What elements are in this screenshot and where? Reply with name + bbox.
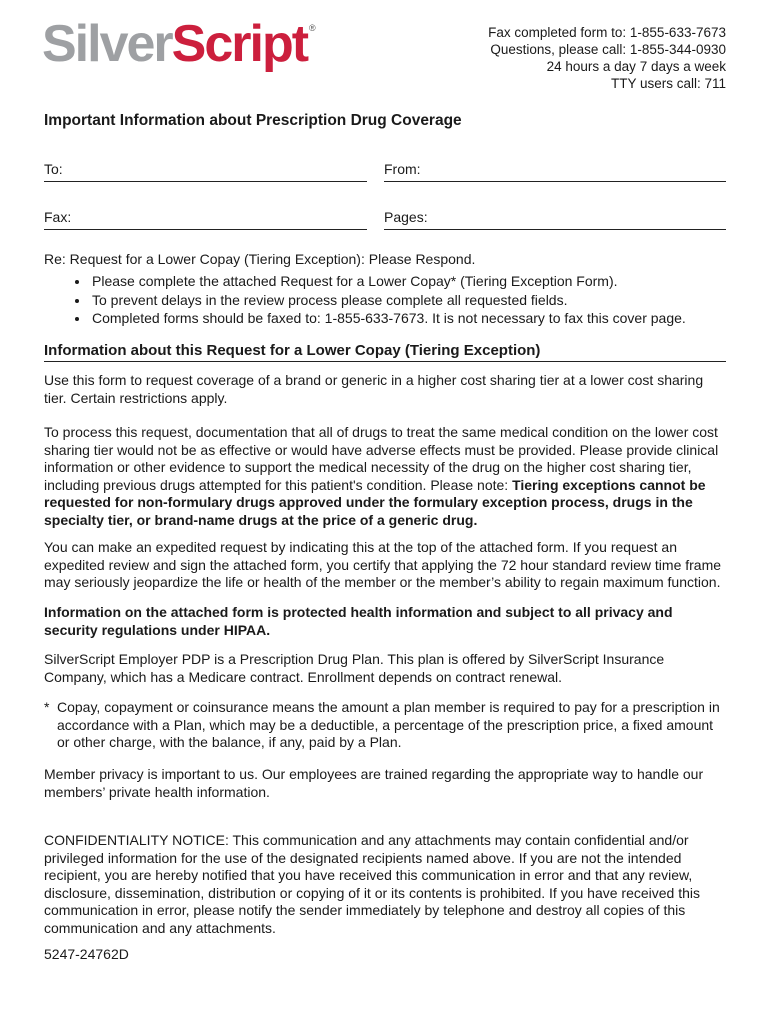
paragraph-usage: Use this form to request coverage of a brand or generic in a higher cost sharing tier at a lower cost sharing tier. Certain restrictions apply. — [44, 372, 704, 406]
pages-label: Pages: — [384, 209, 428, 225]
fax-label: Fax: — [44, 209, 72, 225]
copay-footnote — [44, 699, 728, 752]
to-label: To: — [44, 161, 63, 177]
page-title: Important Information about Prescription Drug Coverage — [44, 112, 462, 129]
paragraph-process — [44, 424, 728, 529]
from-field[interactable] — [384, 161, 726, 182]
logo-silver-text: Silver — [42, 15, 172, 73]
paragraph-expedited: You can make an expedited request by indicating this at the top of the attached form. If you request an expedited review and sign the attached form, you certify that applying the 72 hour standard review time frame may seriously jeopardize the life or health of the member or the member’s ability to regain maximum function. — [44, 539, 722, 590]
section-heading: Information about this Request for a Lower Copay (Tiering Exception) — [44, 342, 726, 362]
contact-fax: Fax completed form to: 1-855-633-7673 — [488, 25, 726, 40]
contact-phone: Questions, please call: 1-855-344-0930 — [490, 42, 726, 57]
process-bold-text: Tiering exceptions cannot be requested for non-formulary drugs approved under the formulary exception process, drugs in the specialty tier, or brand-name drugs at the price of a generic drug. — [44, 476, 706, 528]
list-item: • Completed forms should be faxed to: 1-855-633-7673. It is not necessary to fax this cover page. — [90, 309, 750, 328]
list-item: • To prevent delays in the review process please complete all requested fields. — [90, 291, 750, 310]
instructions-list — [44, 272, 750, 328]
pages-field[interactable] — [384, 209, 726, 230]
paragraph-privacy: Member privacy is important to us. Our employees are trained regarding the appropriate way to handle our members’ private health information. — [44, 766, 704, 800]
form-code: 5247-24762D — [44, 946, 129, 962]
contact-tty: TTY users call: 711 — [610, 76, 726, 91]
footnote-text: Copay, copayment or coinsurance means the amount a plan member is required to pay for a prescription in accordance with a Plan, which may be a deductible, a percentage of the prescription price, a fixed amount or other charge, with the balance, if any, paid by a Plan. — [57, 699, 720, 750]
contact-info — [488, 24, 726, 92]
confidentiality-notice: CONFIDENTIALITY NOTICE: This communication and any attachments may contain confidential and/or privileged information for the use of the designated recipients named above. If you are not the intended recipient, you are hereby notified that you have received this communication in error and that any review, disclosure, dissemination, distribution or copying of it or its contents is prohibited. If you have received this communication in error, please notify the sender immediately by telephone and destroy all copies of this communication and any attachments. — [44, 832, 700, 936]
contact-hours: 24 hours a day 7 days a week — [546, 59, 726, 74]
fax-field[interactable] — [44, 209, 367, 230]
to-field[interactable] — [44, 161, 367, 182]
paragraph-plan: SilverScript Employer PDP is a Prescription Drug Plan. This plan is offered by SilverScript Insurance Company, which has a Medicare contract. Enrollment depends on contract renewal. — [44, 651, 665, 685]
re-line: Re: Request for a Lower Copay (Tiering Exception): Please Respond. — [44, 251, 476, 267]
logo-script-text: Script — [171, 15, 308, 73]
footnote-star: * — [44, 699, 50, 715]
silverscript-logo — [42, 15, 316, 73]
from-label: From: — [384, 161, 421, 177]
paragraph-hipaa: Information on the attached form is protected health information and subject to all privacy and security regulations under HIPAA. — [44, 604, 673, 638]
process-text: To process this request, documentation that all of drugs to treat the same medical condition on the lower cost sharing tier would not be as effective or would have adverse effects must be provided. Please provide clinical information or other evidence to support the medical necessity of the drug on the higher cost sharing tier, including previous drugs attempted for this patient's condition. Please note: — [44, 424, 719, 493]
registered-mark: ® — [309, 23, 316, 33]
list-item: • Please complete the attached Request for a Lower Copay* (Tiering Exception Form). — [90, 272, 750, 291]
